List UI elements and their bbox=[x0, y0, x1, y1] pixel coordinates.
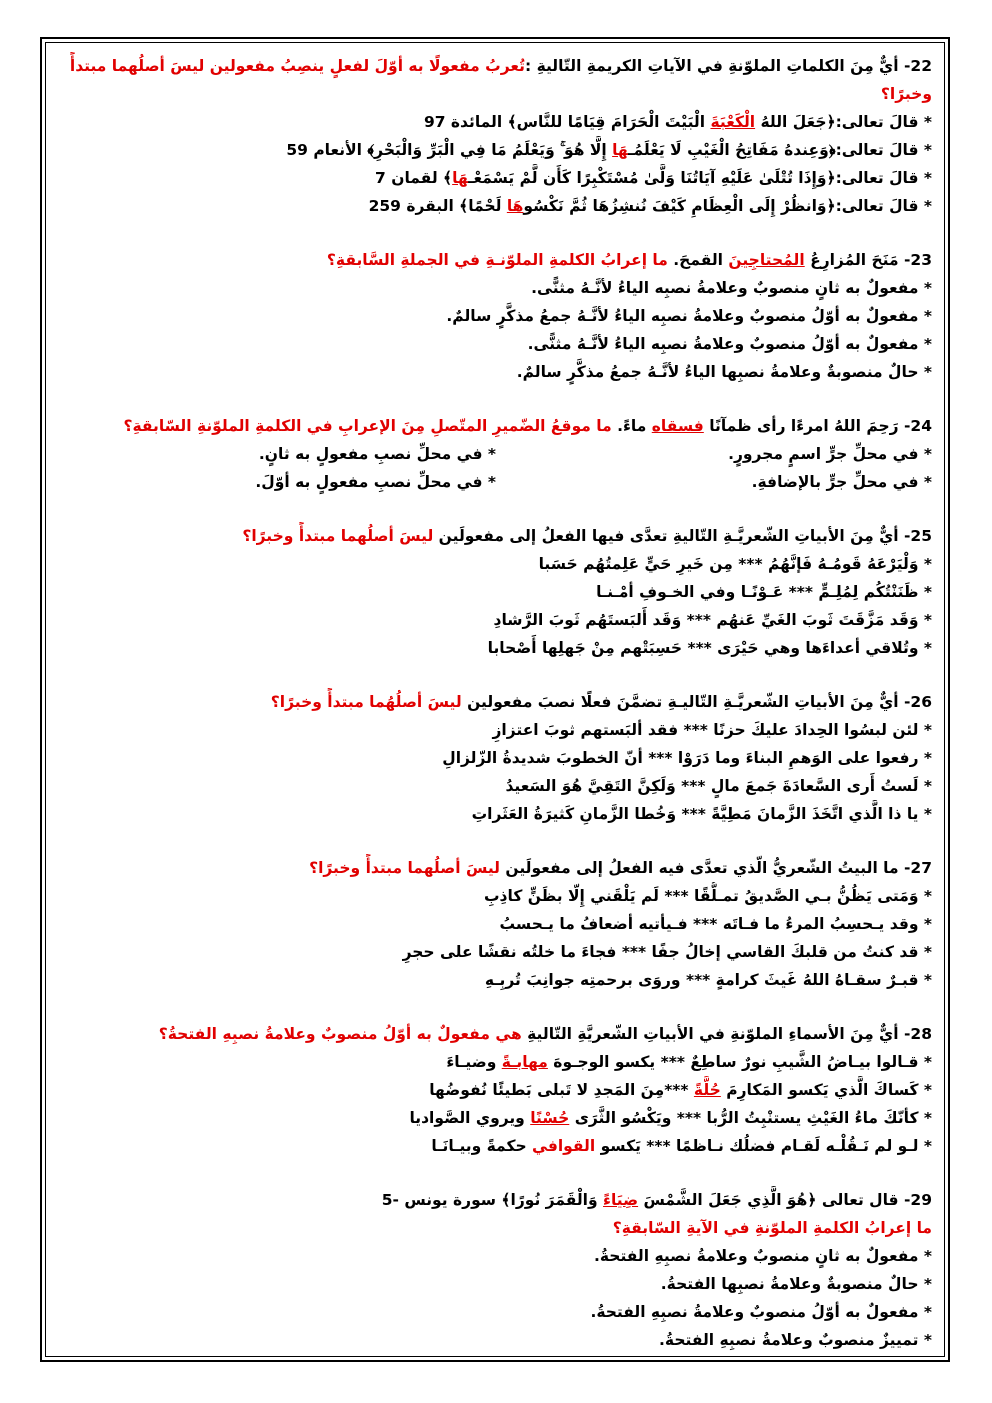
options-24-row-1 bbox=[60, 440, 932, 468]
question-25 bbox=[60, 522, 932, 662]
question-29-prompt: ما إعرابُ الكلمةِ الملوّنةِ في الآيةِ السّابقةِ؟ bbox=[612, 1219, 932, 1237]
option-24-3[interactable]: * في محلِّ جرٍّ بالإضافةِ. bbox=[751, 473, 932, 491]
question-23 bbox=[60, 246, 932, 386]
option-22-3[interactable]: * قالَ تعالى:﴿وَإِذَا تُتْلَىٰ عَلَيْهِ آيَاتُنَا وَلَّىٰ مُسْتَكْبِرًا كَأَن لَّمْ يَسْمَعْـهَا﴾ لقمان 7 bbox=[375, 169, 932, 187]
option-26-2[interactable]: * رفعوا على الوَهمِ البناءَ وما دَرَوْا *** أنّ الخطوبَ شديدةُ الزّلزالِ bbox=[442, 749, 932, 767]
question-27 bbox=[60, 854, 932, 994]
option-23-2[interactable]: * مفعولٌ به أوّلُ منصوبٌ وعلامةُ نصبِه الياءُ لأنَّـهُ جمعُ مذكَّرٍ سالمٌ. bbox=[446, 307, 932, 325]
option-23-1[interactable]: * مفعولٌ به ثانٍ منصوبٌ وعلامةُ نصبِه الياءُ لأنَّـهُ مثنًّى. bbox=[531, 279, 932, 297]
question-24-stem: 24- رَحِمَ اللهُ امرءًا رأى ظمآنًا فسقاه ماءً. ما موقعُ الضّميرِ المتّصلِ مِنَ الإعرابِ في الكلمةِ الملوّنةِ السّابقةِ؟ bbox=[123, 417, 932, 435]
question-25-stem: 25- أيٌّ مِنَ الأبياتِ الشّعريَّـةِ التّاليةِ تعدَّى فيها الفعلُ إلى مفعولَين ليسَ أصلُهما مبتدأً وخبرًا؟ bbox=[242, 527, 932, 545]
question-22 bbox=[60, 52, 932, 220]
option-29-1[interactable]: * مفعولٌ به ثانٍ منصوبٌ وعلامةُ نصبِهِ الفتحةُ. bbox=[593, 1247, 932, 1265]
option-23-4[interactable]: * حالٌ منصوبةٌ وعلامةُ نصبِها الياءُ لأنَّـهُ جمعُ مذكَّرٍ سالمٌ. bbox=[516, 363, 932, 381]
option-25-4[interactable]: * وتُلاقي أعداءَها وهي حَيْرَى *** حَسِبَتْهم مِنْ جَهلِها أَصْحابا bbox=[487, 639, 932, 657]
option-23-3[interactable]: * مفعولٌ به أوّلُ منصوبٌ وعلامةُ نصبِه الياءُ لأنَّـهُ مثنًّى. bbox=[527, 335, 932, 353]
worksheet bbox=[60, 52, 932, 1380]
options-24-row-2 bbox=[60, 468, 932, 496]
option-28-3[interactable]: * كأنّكَ ماءُ الغَيْثِ يستنْبِتُ الرُّبا *** ويَكْسُو الثَّرَى حُسْنًا ويروي الصَّواديا bbox=[409, 1109, 932, 1127]
option-27-3[interactable]: * قد كنتُ من قلبكَ القاسي إخالُ جفًا *** فجاءَ ما خلتُه نقشًا على حجرِ bbox=[402, 943, 932, 961]
option-28-4[interactable]: * لـو لم نَـقُلْـه لَقـام فضلُك نـاظمًا *** يَكسو القوافي حكمةً وبيـانَـا bbox=[431, 1137, 932, 1155]
option-29-2[interactable]: * حالٌ منصوبةٌ وعلامةُ نصبِها الفتحةُ. bbox=[660, 1275, 932, 1293]
question-23-stem: 23- مَنَحَ المُزارِعُ المُحتاجِينَ القمحَ. ما إعرابُ الكلمةِ الملوّنـةِ في الجملةِ السَّابقةِ؟ bbox=[326, 251, 932, 269]
question-28-stem: 28- أيٌّ مِنَ الأسماءِ الملوّنةِ في الأبياتِ الشّعريَّةِ التّاليةِ هي مفعولٌ به أوّلُ منصوبٌ وعلامةُ نصبِهِ الفتحةُ؟ bbox=[158, 1025, 932, 1043]
question-27-stem: 27- ما البيتُ الشّعريُّ الّذي تعدَّى فيه الفعلُ إلى مفعولَين ليسَ أصلُهما مبتدأً وخبرًا؟ bbox=[309, 859, 932, 877]
option-27-4[interactable]: * قبـرٌ سقـاهُ اللهُ غَيثَ كرامةٍ *** وروَى برحمتِه جوانِبَ تُربِـهِ bbox=[484, 971, 932, 989]
question-22-stem: 22- أيٌّ مِنَ الكلماتِ الملوّنةِ في الآياتِ الكريمةِ التّاليةِ :تُعربُ مفعولًا به أوّلَ لفعلٍ ينصِبُ مفعولين ليسَ أصلُهما مبتدأً وخبرًا؟ bbox=[69, 57, 932, 103]
option-24-2[interactable]: * في محلِّ نصبِ مفعولٍ به ثانٍ. bbox=[258, 445, 496, 463]
question-26-stem: 26- أيٌّ مِنَ الأبياتِ الشّعريَّـةِ التّاليـةِ تضمَّنَ فعلًا نصبَ مفعولين ليسَ أصلُهُما مبتدأً وخبرًا؟ bbox=[270, 693, 932, 711]
option-25-2[interactable]: * ظَنَنْتُكُم لِمُلِـمٍّ *** عَـوْنًـا وفي الخـوفِ أمْـنـا bbox=[596, 583, 932, 601]
option-26-3[interactable]: * لَستُ أَرى السَّعادَةَ جَمعَ مالٍ *** وَلَكِنَّ التَقِيَّ هُوَ السَعيدُ bbox=[505, 777, 932, 795]
question-24 bbox=[60, 412, 932, 496]
option-22-4[interactable]: * قالَ تعالى:﴿وَانظُرْ إِلَى الْعِظَامِ كَيْفَ نُنشِزُهَا ثُمَّ نَكْسُوهَا لَحْمًا﴾ البقرة 259 bbox=[368, 197, 932, 215]
option-28-1[interactable]: * قـالوا بيـاضُ الشَّيبِ نورٌ ساطِعٌ *** يكسو الوجـوهَ مهابـةً وضيـاءَ bbox=[446, 1053, 932, 1071]
option-25-3[interactable]: * وَقَد مَزَّقَتَ ثَوبَ الغَيِّ عَنهُم *** وَقَد أَلبَستَهُم ثَوبَ الرَّشادِ bbox=[493, 611, 932, 629]
question-29-stem: 29- قال تعالى ﴿هُوَ الَّذِي جَعَلَ الشَّمْسَ ضِيَاءً وَالْقَمَرَ نُورًا﴾ سورة يونس -5 bbox=[381, 1191, 932, 1209]
option-26-1[interactable]: * لئن لبسُوا الحِدادَ عليكَ حزنًا *** فقد ألبَستهم ثوبَ اعتزازِ bbox=[492, 721, 932, 739]
question-26 bbox=[60, 688, 932, 828]
option-27-2[interactable]: * وقد يـحسِبُ المرءُ ما فـاتَه *** فـيأتيه أضعافُ ما يـحسبُ bbox=[499, 915, 932, 933]
question-29 bbox=[60, 1186, 932, 1354]
option-29-3[interactable]: * مفعولٌ به أوّلُ منصوبٌ وعلامةُ نصبِهِ الفتحةُ. bbox=[590, 1303, 932, 1321]
option-27-1[interactable]: * وَمَتى يَظُنُّ بـي الصَّديقُ تمـلُّقًا *** لَم يَلْقَني إِلّا بظَنٍّ كاذِبِ bbox=[483, 887, 932, 905]
option-22-2[interactable]: * قالَ تعالى:﴿وَعِندهُ مَفَاتِحُ الْغَيْبِ لَا يَعْلَمُـهَا إِلَّا هُوَ ۚ وَيَعْلَمُ مَا فِي الْبَرِّ وَالْبَحْرِ﴾ الأنعام 59 bbox=[286, 141, 932, 159]
option-22-1[interactable]: * قالَ تعالى:﴿جَعَلَ اللهُ الْكَعْبَةَ الْبَيْتَ الْحَرَامَ قِيَامًا للنَّاس﴾ المائدة 97 bbox=[423, 113, 932, 131]
option-26-4[interactable]: * يا ذا الَّذي اتَّخَذَ الزَّمانَ مَطِيَّةً *** وَخُطا الزَّمانِ كَثيرَةُ العَثَراتِ bbox=[471, 805, 932, 823]
option-28-2[interactable]: * كَساكَ الَّذي يَكسو المَكارِمَ حُلَّةً ***مِنَ المَجدِ لا تَبلى بَطيئًا نُفوضُها bbox=[429, 1081, 932, 1099]
option-24-4[interactable]: * في محلِّ نصبِ مفعولٍ به أوّلَ. bbox=[255, 473, 496, 491]
option-25-1[interactable]: * وَلْيَرْعَهُ قَومُـهُ فَإنَّهُمُ *** مِن خَيرِ حَيٍّ عَلِمتُهُم حَسَبا bbox=[538, 555, 932, 573]
option-24-1[interactable]: * في محلِّ جرٍّ اسمٍ مجرورٍ. bbox=[728, 445, 932, 463]
option-29-4[interactable]: * تمييزٌ منصوبٌ وعلامةُ نصبِهِ الفتحةُ. bbox=[659, 1331, 932, 1349]
question-28 bbox=[60, 1020, 932, 1160]
